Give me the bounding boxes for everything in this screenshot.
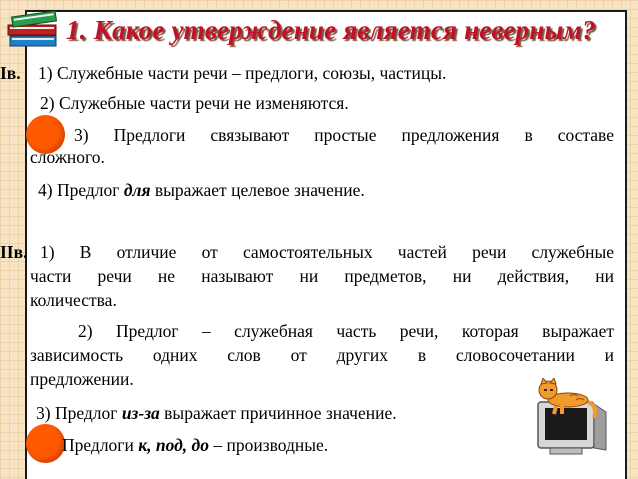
variant2-label: IIв.	[0, 242, 28, 262]
v1-statement-3-line2: сложного.	[30, 147, 105, 167]
v1-statement-4: 4) Предлог для выражает целевое значение.	[38, 180, 365, 200]
question-title: 1. Какое утверждение является неверным?	[66, 15, 596, 45]
v2-keyword-4: к, под, до	[138, 435, 209, 455]
cat-on-computer-icon	[530, 378, 610, 458]
v2-keyword-3: из-за	[121, 403, 160, 423]
v1-statement-1: 1) Служебные части речи – предлоги, союзы, частицы.	[38, 63, 447, 83]
v1-statement-2: 2) Служебные части речи не изменяются.	[40, 93, 349, 113]
v2-statement-2-line2: зависимость одних слов от других в словосочетании и	[30, 345, 614, 365]
v2-statement-1-line3: количества.	[30, 290, 117, 310]
v2-statement-2-line3: предложении.	[30, 369, 134, 389]
variant1-label: Iв.	[0, 63, 21, 83]
v2-statement-4: Предлоги к, под, до – производные.	[62, 435, 329, 455]
answer-marker-icon[interactable]	[26, 424, 65, 463]
v1-statement-3-line1: 3) Предлоги связывают простые предложения в составе	[74, 125, 614, 145]
v2-statement-1-line2: части речи не называют ни предметов, ни действия, ни	[30, 266, 614, 286]
books-icon	[4, 6, 62, 50]
v2-statement-2-line1: 2) Предлог – служебная часть речи, которая выражает	[78, 321, 614, 341]
v1-keyword: для	[123, 180, 151, 200]
v2-statement-3: 3) Предлог из-за выражает причинное значение.	[36, 403, 397, 423]
v2-statement-1-line1: 1) В отличие от самостоятельных частей речи служебные	[40, 242, 614, 262]
